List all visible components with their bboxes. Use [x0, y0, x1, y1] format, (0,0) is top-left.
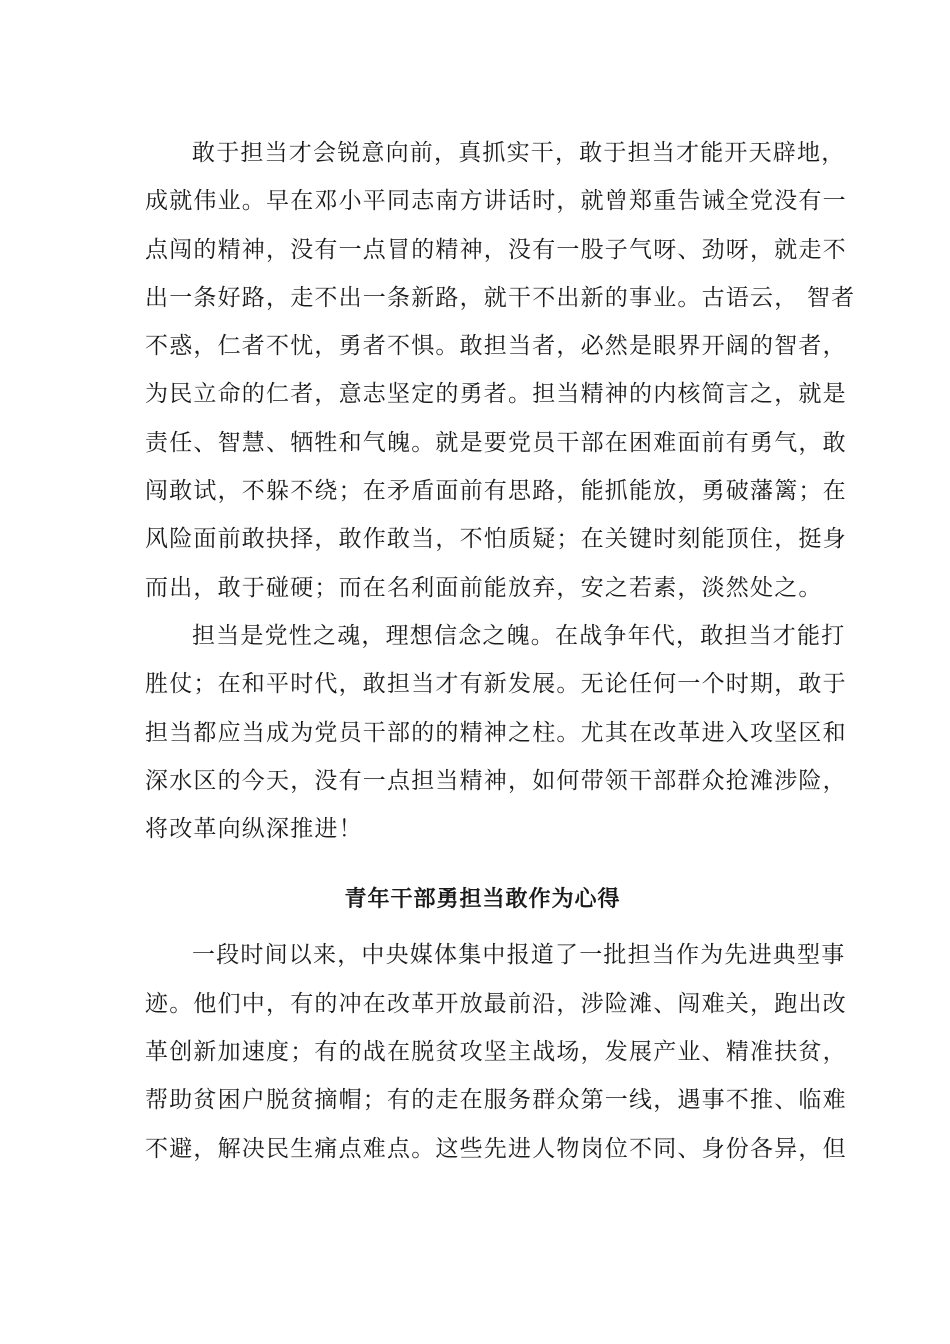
text-line: 一段时间以来，中央媒体集中报道了一批担当作为先进典型事: [192, 942, 846, 969]
document-body: [145, 129, 856, 1173]
text-line: 深水区的今天，没有一点担当精神，如何带领干部群众抢滩涉险，: [145, 767, 847, 794]
paragraph-1: [145, 129, 856, 612]
text-line: 将改革向纵深推进！: [145, 816, 363, 843]
text-line: 不避，解决民生痛点难点。这些先进人物岗位不同、身份各异，但: [145, 1135, 847, 1162]
text-line: 为民立命的仁者，意志坚定的勇者。担当精神的内核简言之，就是: [145, 381, 847, 408]
text-line: 而出，敢于碰硬；而在名利面前能放弃，安之若素，淡然处之。: [145, 574, 823, 601]
paragraph-3: [145, 931, 847, 1172]
text-line: 担当都应当成为党员干部的的精神之柱。尤其在改革进入攻坚区和: [145, 719, 847, 746]
text-line: 闯敢试，不躲不绕；在矛盾面前有思路，能抓能放，勇破藩篱；在: [145, 478, 847, 505]
text-line: 胜仗；在和平时代，敢担当才有新发展。无论任何一个时期，敢于: [145, 671, 847, 698]
text-line: 革创新加速度；有的战在脱贫攻坚主战场，发展产业、精准扶贫，: [145, 1039, 847, 1066]
text-line: 帮助贫困户脱贫摘帽；有的走在服务群众第一线，遇事不推、临难: [145, 1087, 847, 1114]
text-line: 成就伟业。早在邓小平同志南方讲话时，就曾郑重告诫全党没有一: [145, 188, 847, 215]
text-line: 担当是党性之魂，理想信念之魄。在战争年代，敢担当才能打: [192, 622, 846, 649]
text-line: 风险面前敢抉择，敢作敢当，不怕质疑；在关键时刻能顶住，挺身: [145, 526, 847, 553]
text-line: 点闯的精神，没有一点冒的精神，没有一股子气呀、劲呀，就走不: [145, 236, 847, 263]
paragraph-2: [145, 612, 847, 853]
text-line: 敢于担当才会锐意向前，真抓实干，敢于担当才能开天辟地，: [192, 140, 846, 166]
text-line: 迹。他们中，有的冲在改革开放最前沿，涉险滩、闯难关，跑出改: [145, 990, 847, 1017]
text-line: 出一条好路，走不出一条新路，就干不出新的事业。古语云， 智者: [145, 284, 856, 311]
section-heading: 青年干部勇担当敢作为心得: [344, 886, 621, 913]
text-line: 责任、智慧、牺牲和气魄。就是要党员干部在困难面前有勇气，敢: [145, 429, 847, 456]
text-line: 不惑，仁者不忧，勇者不惧。敢担当者，必然是眼界开阔的智者，: [145, 333, 847, 360]
